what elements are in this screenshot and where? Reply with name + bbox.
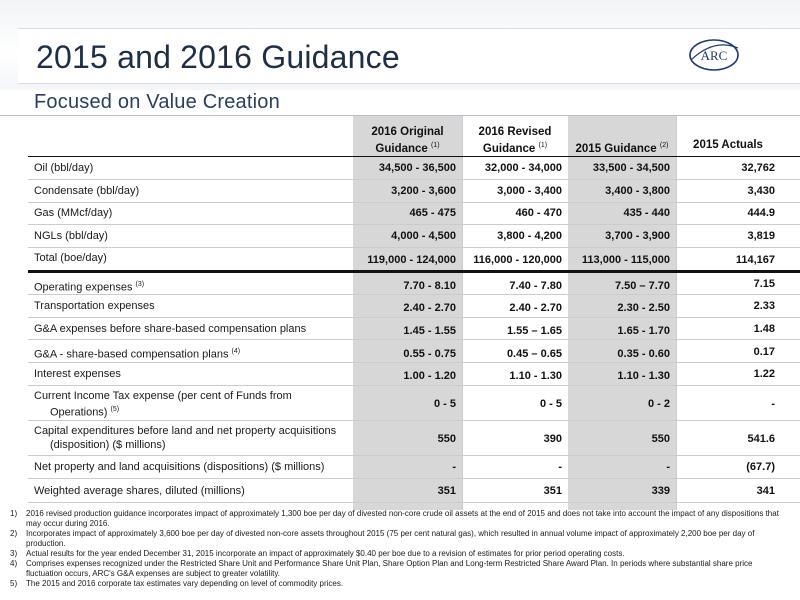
row-label: Gas (MMcf/day) <box>34 207 113 219</box>
cell-2016-original: 34,500 - 36,500 <box>378 162 456 174</box>
cell-2016-original: 3,200 - 3,600 <box>391 185 456 197</box>
logo-text: ARC <box>700 48 728 63</box>
row-rule <box>28 179 800 180</box>
row-label: Transportation expenses <box>34 300 155 312</box>
cell-2016-revised: 7.40 - 7.80 <box>509 280 562 292</box>
cell-2015-actuals: 7.15 <box>753 278 775 290</box>
cell-2015-actuals: 341 <box>756 485 775 497</box>
cell-2015-actuals: 114,167 <box>735 254 775 266</box>
cell-2015-actuals: 541.6 <box>747 433 775 445</box>
cell-2015-guidance: 1.65 - 1.70 <box>617 325 670 337</box>
cell-2015-guidance: 339 <box>651 485 670 497</box>
page-subtitle: Focused on Value Creation <box>34 91 280 113</box>
row-label: Net property and land acquisitions (dispositions) ($ millions) <box>34 461 325 473</box>
header-2015-actuals: 2015 Actuals <box>693 139 763 151</box>
cell-2016-original: 0.55 - 0.75 <box>403 348 456 360</box>
row-rule <box>28 317 800 318</box>
header-2015-guidance: 2015 Guidance $^{(2)}$ <box>575 142 669 155</box>
cell-2015-guidance: 7.50 – 7.70 <box>614 280 670 292</box>
row-label-continued: Operations) $^{(5)}$ <box>50 406 120 419</box>
row-label: Condensate (bbl/day) <box>34 185 140 197</box>
table-bottom-rule <box>28 502 800 503</box>
cell-2015-actuals: - <box>771 398 775 410</box>
cell-2015-guidance: 113,000 - 115,000 <box>581 254 670 266</box>
cell-2015-actuals: 32,762 <box>741 162 775 174</box>
cell-2015-guidance: - <box>666 461 670 473</box>
cell-2015-guidance: 0.35 - 0.60 <box>617 348 670 360</box>
cell-2016-revised: 2.40 - 2.70 <box>509 302 562 314</box>
row-label: Capital expenditures before land and net property acquisitions <box>34 425 337 437</box>
footnote: 3) Actual results for the year ended December 31, 2015 incorporate an impact of approximately $0.40 per boe due to a revision of estimates for prior period operating costs. <box>10 549 625 558</box>
cell-2016-original: 1.00 - 1.20 <box>403 370 456 382</box>
cell-2015-guidance: 33,500 - 34,500 <box>592 162 670 174</box>
cell-2016-revised: 3,800 - 4,200 <box>497 230 562 242</box>
row-rule <box>28 420 800 421</box>
footnote: 4) Comprises expenses recognized under the Restricted Share Unit and Performance Share Unit Plan, Share Option Plan and Long-term Restricted Share Award Plan. In periods where substantial share price fluctuation occurs, ARC's G&A expenses are subject to greater volatility. <box>10 559 753 578</box>
cell-2015-actuals: 1.48 <box>753 323 775 335</box>
row-rule <box>28 247 800 248</box>
header-2016-original: 2016 Original Guidance $^{(1)}$ <box>371 126 444 155</box>
footnote: 1) 2016 revised production guidance incorporates impact of approximately 1,300 boe per day of divested non-core crude oil assets at the end of 2015 and does not take into account the impact of any dispositions that may occur during 2016. <box>10 509 779 528</box>
cell-2016-original: 465 - 475 <box>409 207 456 219</box>
cell-2016-original: 0 - 5 <box>433 398 456 410</box>
cell-2015-actuals: 3,819 <box>747 230 775 242</box>
cell-2016-revised: 0.45 – 0.65 <box>506 348 562 360</box>
cell-2016-original: 7.70 - 8.10 <box>403 280 456 292</box>
cell-2015-guidance: 2.30 - 2.50 <box>617 302 670 314</box>
cell-2016-revised: 1.55 – 1.65 <box>506 325 562 337</box>
cell-2016-original: 351 <box>437 485 456 497</box>
cell-2016-revised: 0 - 5 <box>539 398 562 410</box>
cell-2016-original: 2.40 - 2.70 <box>403 302 456 314</box>
cell-2015-actuals: 3,430 <box>747 185 775 197</box>
row-label: Total (boe/day) <box>34 252 107 264</box>
row-label: Operating expenses $^{(3)}$ <box>34 281 145 294</box>
cell-2015-guidance: 3,400 - 3,800 <box>605 185 670 197</box>
row-rule <box>28 202 800 203</box>
cell-2015-actuals: 1.22 <box>753 368 775 380</box>
column-divider <box>676 116 677 510</box>
footnotes <box>10 509 780 589</box>
table-header-rule <box>28 156 800 157</box>
page-title: 2015 and 2016 Guidance <box>36 39 400 75</box>
cell-2016-original: 550 <box>437 433 456 445</box>
cell-2016-revised: 3,000 - 3,400 <box>497 185 562 197</box>
row-rule <box>28 385 800 386</box>
cell-2015-actuals: 2.33 <box>753 300 775 312</box>
cell-2015-guidance: 435 - 440 <box>623 207 670 219</box>
footnote: 2) Incorporates impact of approximately 3,600 boe per day of divested non-core assets throughout 2015 (75 per cent natural gas), which resulted in annual volume impact of approximately 2,200 boe per day of production. <box>10 529 755 548</box>
cell-2015-guidance: 3,700 - 3,900 <box>605 230 670 242</box>
cell-2016-revised: 116,000 - 120,000 <box>473 254 562 266</box>
cell-2015-guidance: 1.10 - 1.30 <box>617 370 670 382</box>
row-label: Oil (bbl/day) <box>34 162 94 174</box>
cell-2015-actuals: 0.17 <box>753 346 775 358</box>
row-label: Interest expenses <box>34 368 121 380</box>
cell-2015-guidance: 0 - 2 <box>647 398 670 410</box>
cell-2015-guidance: 550 <box>651 433 670 445</box>
cell-2015-actuals: 444.9 <box>747 207 775 219</box>
cell-2016-revised: 460 - 470 <box>515 207 562 219</box>
row-rule <box>28 339 800 340</box>
row-rule <box>28 478 800 479</box>
cell-2016-original: 119,000 - 124,000 <box>367 254 456 266</box>
row-label: Weighted average shares, diluted (millions) <box>34 485 245 497</box>
cell-2016-original: 4,000 - 4,500 <box>391 230 456 242</box>
footnote: 5) The 2015 and 2016 corporate tax estimates vary depending on level of commodity prices. <box>10 579 344 588</box>
row-rule <box>28 455 800 456</box>
cell-2016-revised: 390 <box>543 433 562 445</box>
cell-2016-original: 1.45 - 1.55 <box>403 325 456 337</box>
row-label-continued: (disposition) ($ millions) <box>50 439 166 451</box>
row-label: G&A expenses before share-based compensation plans <box>34 323 307 335</box>
row-label: NGLs (bbl/day) <box>34 230 108 242</box>
row-label: Current Income Tax expense (per cent of Funds from <box>34 390 292 402</box>
header-2016-revised: 2016 Revised Guidance $^{(1)}$ <box>478 126 552 155</box>
cell-2016-revised: 1.10 - 1.30 <box>509 370 562 382</box>
cell-2016-revised: 32,000 - 34,000 <box>484 162 562 174</box>
cell-2016-revised: - <box>558 461 562 473</box>
row-rule <box>28 224 800 225</box>
section-divider <box>28 270 800 273</box>
cell-2016-revised: 351 <box>543 485 562 497</box>
cell-2015-actuals: (67.7) <box>746 461 775 473</box>
cell-2016-original: - <box>452 461 456 473</box>
row-rule <box>28 362 800 363</box>
row-label: G&A - share-based compensation plans $^{(4)}$ <box>34 348 241 361</box>
